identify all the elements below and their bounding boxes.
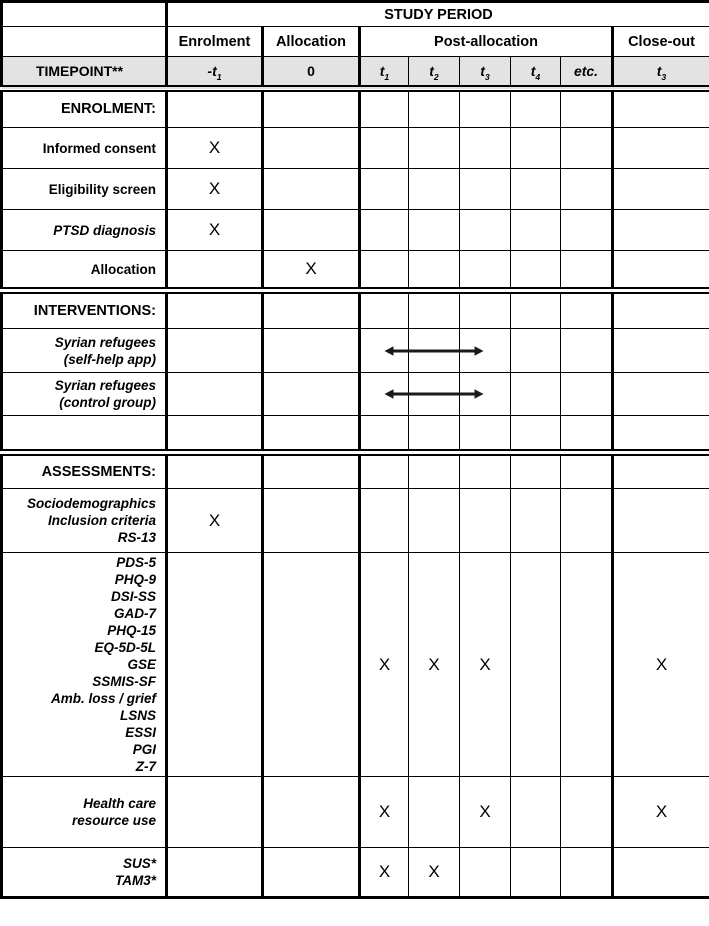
empty-cell--t1 <box>167 251 263 291</box>
mark-cell-t3: X <box>460 777 511 848</box>
empty-cell-t1 <box>360 489 409 553</box>
table-row-assessments-1 <box>2 489 709 553</box>
mark-cell-t1: X <box>360 777 409 848</box>
empty-cell-t1 <box>360 373 409 416</box>
empty-cell-0 <box>263 416 360 453</box>
mark-cell--t1: X <box>167 169 263 210</box>
table-row-assessments-2 <box>2 553 709 777</box>
row-label: Eligibility screen <box>2 169 167 210</box>
empty-cell-t3 <box>460 329 511 373</box>
empty-cell-t2 <box>409 373 460 416</box>
row-label <box>2 416 167 453</box>
mark-cell-t3: X <box>460 553 511 777</box>
table-row-enrolment-1 <box>2 128 709 169</box>
empty-cell-etc <box>561 210 613 251</box>
row-label: PTSD diagnosis <box>2 210 167 251</box>
empty-cell-t2 <box>409 416 460 453</box>
period-groups-row <box>2 27 709 57</box>
empty-cell-t3 <box>460 251 511 291</box>
timepoint-cell-t4: $t_4$ <box>511 57 561 89</box>
empty-cell-closeout <box>613 89 709 128</box>
empty-cell-t3 <box>460 489 511 553</box>
empty-cell-etc <box>561 169 613 210</box>
empty-cell-t4 <box>511 553 561 777</box>
timepoint-label: TIMEPOINT** <box>2 57 167 89</box>
empty-cell-closeout <box>613 210 709 251</box>
empty-cell-t1 <box>360 210 409 251</box>
corner-empty-cell <box>2 2 167 27</box>
empty-cell-0 <box>263 453 360 489</box>
row-label: INTERVENTIONS: <box>2 291 167 329</box>
empty-cell-closeout <box>613 373 709 416</box>
group-post-allocation: Post-allocation <box>360 27 613 57</box>
empty-cell-closeout <box>613 329 709 373</box>
empty-cell-t3 <box>460 210 511 251</box>
row-label: Informed consent <box>2 128 167 169</box>
empty-cell-t3 <box>460 291 511 329</box>
study-period-row <box>2 2 709 27</box>
timepoint-cell-etc: etc. <box>561 57 613 89</box>
empty-cell-etc <box>561 553 613 777</box>
empty-cell-t4 <box>511 848 561 898</box>
table-row-assessments-3 <box>2 777 709 848</box>
table-row-enrolment-3 <box>2 210 709 251</box>
empty-cell-t1 <box>360 128 409 169</box>
timepoint-cell-0: 0 <box>263 57 360 89</box>
empty-cell-t1 <box>360 89 409 128</box>
empty-cell-t3 <box>460 89 511 128</box>
table-row-interventions-0 <box>2 291 709 329</box>
empty-cell-t4 <box>511 329 561 373</box>
empty-cell-t4 <box>511 453 561 489</box>
table-row-interventions-2 <box>2 373 709 416</box>
empty-cell-etc <box>561 489 613 553</box>
empty-cell-etc <box>561 329 613 373</box>
mark-cell-t1: X <box>360 848 409 898</box>
empty-cell-t3 <box>460 373 511 416</box>
timepoint-cell-closeout: $t_3$ <box>613 57 709 89</box>
empty-cell-t1 <box>360 251 409 291</box>
empty-cell-0 <box>263 489 360 553</box>
mark-cell--t1: X <box>167 128 263 169</box>
empty-cell-etc <box>561 251 613 291</box>
empty-cell-0 <box>263 848 360 898</box>
empty-cell-t1 <box>360 453 409 489</box>
empty-cell-closeout <box>613 251 709 291</box>
empty-cell--t1 <box>167 89 263 128</box>
empty-cell-0 <box>263 777 360 848</box>
empty-cell-t3 <box>460 128 511 169</box>
empty-cell-0 <box>263 89 360 128</box>
table-row-assessments-0 <box>2 453 709 489</box>
row-label: SUS* TAM3* <box>2 848 167 898</box>
empty-cell-t2 <box>409 489 460 553</box>
empty-cell-t1 <box>360 169 409 210</box>
empty-cell-t3 <box>460 848 511 898</box>
timepoint-cell-t1: $t_1$ <box>360 57 409 89</box>
row-label: PDS-5 PHQ-9 DSI-SS GAD-7 PHQ-15 EQ-5D-5L GSE SSMIS-SF Amb. loss / grief LSNS ESSI PGI Z-7 <box>2 553 167 777</box>
empty-cell-t2 <box>409 169 460 210</box>
empty-cell-etc <box>561 373 613 416</box>
empty-cell-t2 <box>409 251 460 291</box>
empty-cell-0 <box>263 169 360 210</box>
timepoint-cell-t2: $t_2$ <box>409 57 460 89</box>
timepoint-cell-t3: $t_3$ <box>460 57 511 89</box>
row-label: Sociodemographics Inclusion criteria RS-13 <box>2 489 167 553</box>
empty-cell-t4 <box>511 210 561 251</box>
empty-cell-etc <box>561 777 613 848</box>
empty-cell-closeout <box>613 128 709 169</box>
mark-cell-0: X <box>263 251 360 291</box>
empty-cell--t1 <box>167 453 263 489</box>
timepoint-cell--t1: $-t_1$ <box>167 57 263 89</box>
mark-cell--t1: X <box>167 489 263 553</box>
table-row-enrolment-0 <box>2 89 709 128</box>
empty-cell-etc <box>561 453 613 489</box>
empty-cell-t1 <box>360 291 409 329</box>
row-label: ENROLMENT: <box>2 89 167 128</box>
row-label: Allocation <box>2 251 167 291</box>
empty-cell-etc <box>561 291 613 329</box>
empty-cell-etc <box>561 416 613 453</box>
empty-cell-t4 <box>511 489 561 553</box>
row-label: ASSESSMENTS: <box>2 453 167 489</box>
empty-cell--t1 <box>167 329 263 373</box>
groups-empty-cell <box>2 27 167 57</box>
empty-cell--t1 <box>167 291 263 329</box>
empty-cell--t1 <box>167 373 263 416</box>
empty-cell-t2 <box>409 329 460 373</box>
table-row-interventions-3 <box>2 416 709 453</box>
empty-cell-t2 <box>409 210 460 251</box>
empty-cell-t4 <box>511 169 561 210</box>
empty-cell-t1 <box>360 416 409 453</box>
mark-cell-t1: X <box>360 553 409 777</box>
study-period-header: STUDY PERIOD <box>167 2 709 27</box>
group-allocation: Allocation <box>263 27 360 57</box>
table-row-enrolment-2 <box>2 169 709 210</box>
empty-cell--t1 <box>167 848 263 898</box>
mark-cell--t1: X <box>167 210 263 251</box>
group-enrolment: Enrolment <box>167 27 263 57</box>
empty-cell-closeout <box>613 453 709 489</box>
timepoint-row <box>2 57 709 89</box>
table-row-enrolment-4 <box>2 251 709 291</box>
empty-cell-0 <box>263 210 360 251</box>
empty-cell-t1 <box>360 329 409 373</box>
empty-cell-t4 <box>511 128 561 169</box>
empty-cell-closeout <box>613 848 709 898</box>
empty-cell-t3 <box>460 416 511 453</box>
row-label: Health care resource use <box>2 777 167 848</box>
mark-cell-closeout: X <box>613 777 709 848</box>
empty-cell-t4 <box>511 777 561 848</box>
table-row-assessments-4 <box>2 848 709 898</box>
empty-cell-t4 <box>511 89 561 128</box>
mark-cell-t2: X <box>409 848 460 898</box>
empty-cell-t2 <box>409 777 460 848</box>
empty-cell--t1 <box>167 553 263 777</box>
empty-cell-0 <box>263 373 360 416</box>
empty-cell-t2 <box>409 291 460 329</box>
empty-cell-etc <box>561 89 613 128</box>
empty-cell-t3 <box>460 453 511 489</box>
empty-cell--t1 <box>167 777 263 848</box>
empty-cell-t4 <box>511 416 561 453</box>
empty-cell-closeout <box>613 291 709 329</box>
empty-cell-t2 <box>409 89 460 128</box>
row-label: Syrian refugees (control group) <box>2 373 167 416</box>
empty-cell-closeout <box>613 169 709 210</box>
empty-cell-0 <box>263 329 360 373</box>
mark-cell-closeout: X <box>613 553 709 777</box>
empty-cell-0 <box>263 128 360 169</box>
empty-cell-t4 <box>511 373 561 416</box>
empty-cell-closeout <box>613 489 709 553</box>
empty-cell-t4 <box>511 251 561 291</box>
empty-cell-t4 <box>511 291 561 329</box>
empty-cell-0 <box>263 291 360 329</box>
table-row-interventions-1 <box>2 329 709 373</box>
empty-cell-t2 <box>409 128 460 169</box>
empty-cell-etc <box>561 848 613 898</box>
row-label: Syrian refugees (self-help app) <box>2 329 167 373</box>
empty-cell-t3 <box>460 169 511 210</box>
empty-cell-0 <box>263 553 360 777</box>
empty-cell-etc <box>561 128 613 169</box>
empty-cell-closeout <box>613 416 709 453</box>
empty-cell--t1 <box>167 416 263 453</box>
group-close-out: Close-out <box>613 27 709 57</box>
mark-cell-t2: X <box>409 553 460 777</box>
empty-cell-t2 <box>409 453 460 489</box>
